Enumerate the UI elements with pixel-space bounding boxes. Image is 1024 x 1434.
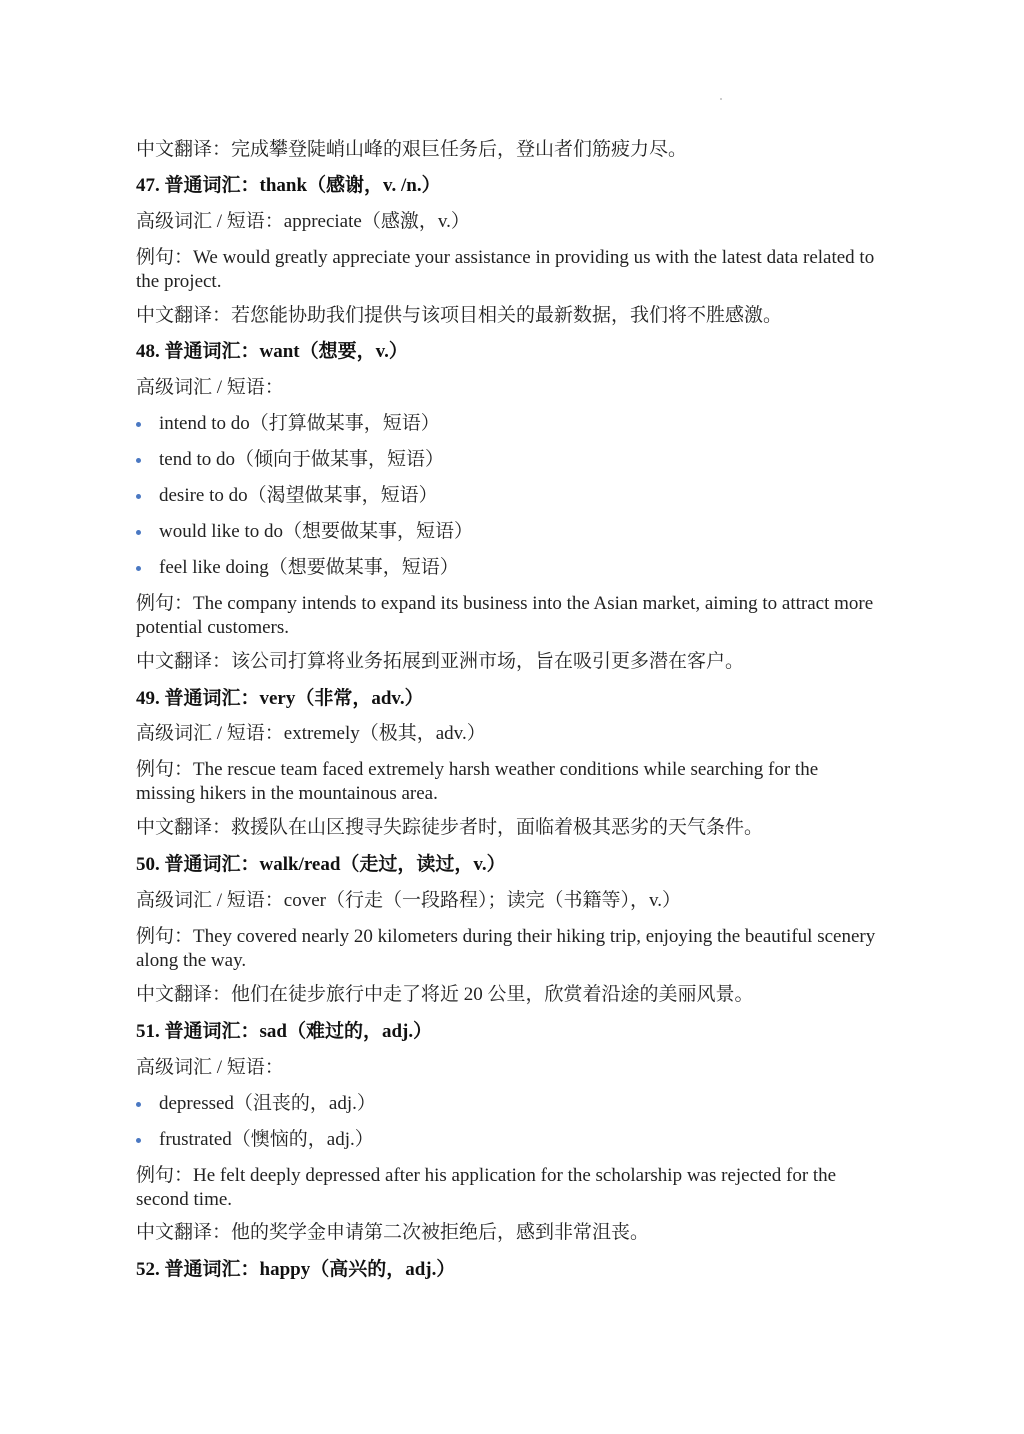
example-50: 例句：They covered nearly 20 kilometers during their hiking trip, enjoying the beautiful scenery along the way. [136,926,876,971]
example-51: 例句：He felt deeply depressed after his application for the scholarship was rejected for the second time. [136,1165,837,1210]
page-mark [720,98,722,100]
advanced-vocab-49: 高级词汇 / 短语：extremely（极其，adv.） [136,723,486,744]
advanced-vocab-48: 高级词汇 / 短语： [136,377,284,398]
bullet-icon [136,1138,141,1143]
advanced-vocab-47: 高级词汇 / 短语：appreciate（感激，v.） [136,211,470,232]
advanced-vocab-51: 高级词汇 / 短语： [136,1057,284,1078]
list-item-text: would like to do（想要做某事，短语） [159,521,474,542]
translation-47: 中文翻译：若您能协助我们提供与该项目相关的最新数据，我们将不胜感激。 [136,305,783,326]
example-49: 例句：The rescue team faced extremely harsh weather conditions while searching for the missing hikers in the mountainous area. [136,759,819,804]
bullet-icon [136,530,141,535]
translation-51: 中文翻译：他的奖学金申请第二次被拒绝后，感到非常沮丧。 [136,1222,650,1243]
bullet-icon [136,422,141,427]
entry-heading-52: 52. 普通词汇：happy（高兴的，adj.） [136,1259,456,1280]
translation-49: 中文翻译：救援队在山区搜寻失踪徒步者时，面临着极其恶劣的天气条件。 [136,817,764,838]
translation-46: 中文翻译：完成攀登陡峭山峰的艰巨任务后，登山者们筋疲力尽。 [136,139,688,160]
list-item-text: tend to do（倾向于做某事，短语） [159,449,444,470]
entry-heading-50: 50. 普通词汇：walk/read（走过，读过，v.） [136,854,506,875]
list-item-text: frustrated（懊恼的，adj.） [159,1129,374,1150]
entry-heading-48: 48. 普通词汇：want（想要，v.） [136,341,408,362]
list-item-text: intend to do（打算做某事，短语） [159,413,440,434]
bullet-icon [136,458,141,463]
list-item-text: feel like doing（想要做某事，短语） [159,557,459,578]
bullet-icon [136,566,141,571]
example-48: 例句：The company intends to expand its business into the Asian market, aiming to attract more potential customers. [136,593,874,638]
translation-48: 中文翻译：该公司打算将业务拓展到亚洲市场，旨在吸引更多潜在客户。 [136,651,745,672]
list-item-text: desire to do（渴望做某事，短语） [159,485,438,506]
advanced-vocab-50: 高级词汇 / 短语：cover（行走（一段路程）；读完（书籍等），v.） [136,890,681,911]
translation-50: 中文翻译：他们在徒步旅行中走了将近 20 公里，欣赏着沿途的美丽风景。 [136,984,754,1005]
entry-heading-49: 49. 普通词汇：very（非常，adv.） [136,688,424,709]
bullet-icon [136,494,141,499]
list-item-text: depressed（沮丧的，adj.） [159,1093,376,1114]
bullet-icon [136,1102,141,1107]
entry-heading-51: 51. 普通词汇：sad（难过的，adj.） [136,1021,433,1042]
example-47: 例句：We would greatly appreciate your assistance in providing us with the latest data related to the project. [136,247,875,292]
entry-heading-47: 47. 普通词汇：thank（感谢，v. /n.） [136,175,441,196]
